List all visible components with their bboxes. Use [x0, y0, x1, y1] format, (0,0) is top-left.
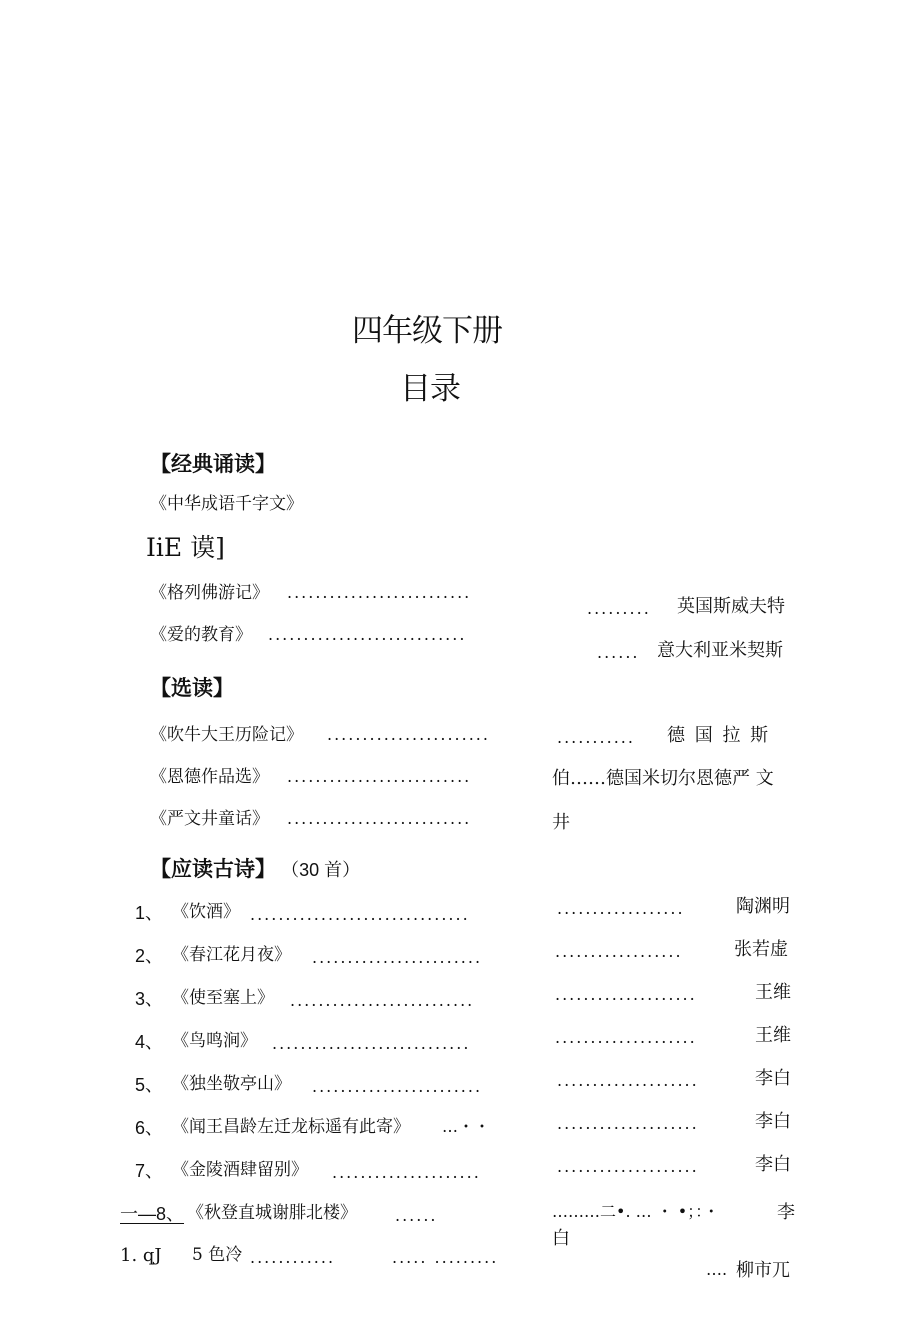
book-title: 《恩德作品选》	[150, 767, 269, 787]
dot-leader: ..................	[555, 942, 683, 961]
dot-leader: …・・	[442, 1117, 491, 1136]
dot-leader: ....................	[557, 1071, 699, 1090]
dot-leader: ............................	[268, 625, 467, 644]
poem-title: 《鸟鸣涧》	[172, 1031, 257, 1051]
poet: 王维	[755, 1025, 791, 1046]
dot-leader: .......................	[327, 725, 490, 744]
poems-count: （30 首）	[281, 860, 361, 880]
section-classics-header: 【经典诵读】	[150, 452, 276, 476]
poem-number: 1. qJ	[120, 1245, 162, 1266]
poem-title: 5 色冷	[192, 1245, 243, 1265]
poem-title: 《金陵酒肆留别》	[172, 1160, 308, 1180]
poem-title: 《春江花月夜》	[172, 945, 291, 965]
dot-leader: ………二•. … ・ •；：・	[552, 1202, 720, 1221]
book-title: 《格列佛游记》	[150, 583, 269, 603]
poem-number: 4、	[135, 1032, 164, 1052]
dot-leader: ........................	[312, 948, 483, 967]
dot-leader: ..................	[557, 899, 685, 918]
page-title: 四年级下册	[352, 313, 502, 349]
poem-number: 5、	[135, 1075, 164, 1095]
poem-number: 2、	[135, 946, 164, 966]
dot-leader: ......	[597, 643, 640, 662]
dot-leader: ..... .........	[392, 1248, 499, 1267]
dot-leader: .....................	[332, 1163, 481, 1182]
section-elective-header: 【选读】	[150, 676, 234, 700]
dot-leader: ….	[706, 1260, 728, 1279]
page-subtitle: 目录	[400, 371, 460, 407]
poet: 王维	[755, 982, 791, 1003]
poem-number: 一—8、	[120, 1204, 185, 1224]
dot-leader: ..........................	[290, 991, 475, 1010]
poem-title: 《秋登直城谢腓北楼》	[187, 1203, 357, 1223]
poet: 张若虚	[734, 939, 788, 960]
dot-leader: ............................	[272, 1034, 471, 1053]
section-poems-header	[150, 859, 360, 880]
author: 英国斯威夫特	[677, 596, 785, 617]
poet: 柳市兀	[736, 1260, 790, 1281]
poet: 李	[777, 1202, 795, 1223]
dot-leader: ....................	[557, 1157, 699, 1176]
poem-number: 3、	[135, 989, 164, 1009]
poet: 陶渊明	[736, 896, 790, 917]
dot-leader: ..........................	[287, 809, 472, 828]
book-title: 《严文井童话》	[150, 809, 269, 829]
dot-leader: .........	[587, 599, 651, 618]
dot-leader: ...............................	[250, 905, 470, 924]
author: 意大利亚米契斯	[657, 640, 783, 661]
author: 井	[552, 812, 570, 833]
author: 伯……德国米切尔恩德严 文	[552, 768, 774, 789]
author: 德 国 拉 斯	[667, 725, 771, 746]
poems-header-label: 【应读古诗】	[150, 857, 276, 881]
poem-title: 《使至塞上》	[172, 988, 274, 1008]
poem-title: 《饮酒》	[172, 902, 240, 922]
book-title: 《爱的教育》	[150, 625, 252, 645]
dot-leader: ........................	[312, 1077, 483, 1096]
poet: 李白	[755, 1068, 791, 1089]
dot-leader: ...........	[557, 728, 635, 747]
dot-leader: ..........................	[287, 767, 472, 786]
poem-number: 7、	[135, 1161, 164, 1181]
section-required-header: IiE 谟]	[146, 533, 225, 562]
poem-title: 《独坐敬亭山》	[172, 1074, 291, 1094]
poet: 李白	[755, 1154, 791, 1175]
poem-number: 6、	[135, 1118, 164, 1138]
dot-leader: ......	[395, 1206, 438, 1225]
poet-continued: 白	[552, 1228, 570, 1249]
dot-leader: ............	[250, 1248, 336, 1267]
dot-leader: ....................	[555, 985, 697, 1004]
dot-leader: ....................	[557, 1114, 699, 1133]
poem-title: 《闻王昌龄左迁龙标遥有此寄》	[172, 1117, 410, 1137]
book-title: 《吹牛大王历险记》	[150, 725, 303, 745]
poet: 李白	[755, 1111, 791, 1132]
poem-number: 1、	[135, 903, 164, 923]
dot-leader: ....................	[555, 1028, 697, 1047]
book-title: 《中华成语千字文》	[150, 494, 303, 514]
dot-leader: ..........................	[287, 583, 472, 602]
